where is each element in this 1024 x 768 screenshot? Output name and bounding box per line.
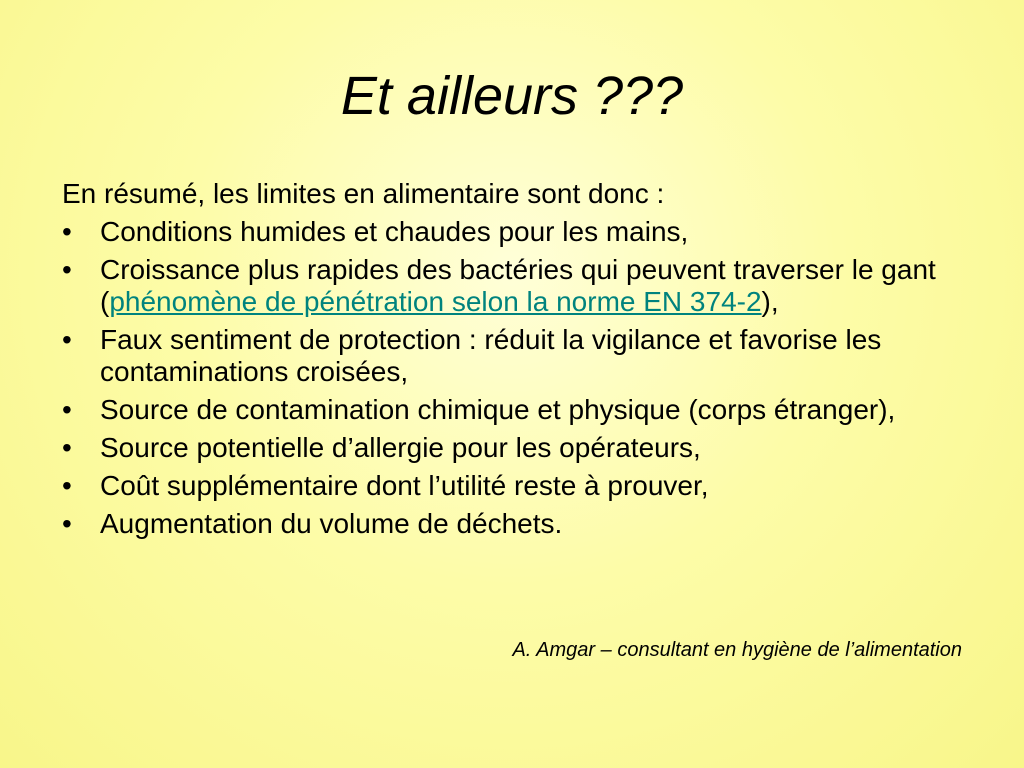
bullet-text: Coût supplémentaire dont l’utilité reste à prouver, — [100, 470, 709, 501]
bullet-icon: • — [62, 432, 72, 463]
bullet-text: Conditions humides et chaudes pour les mains, — [100, 216, 689, 247]
bullet-item — [62, 432, 962, 464]
bullet-item — [62, 470, 962, 502]
bullet-icon: • — [62, 216, 72, 247]
bullet-icon: • — [62, 394, 72, 425]
norm-link[interactable]: phénomène de pénétration selon la norme EN 374-2 — [109, 286, 762, 317]
bullet-item — [62, 254, 962, 318]
slide-title: Et ailleurs ??? — [340, 66, 684, 126]
bullet-item — [62, 508, 962, 540]
bullet-icon: • — [62, 470, 72, 501]
bullet-icon: • — [62, 254, 72, 285]
bullet-item — [62, 216, 962, 248]
bullet-item — [62, 394, 962, 426]
attribution-text: A. Amgar – consultant en hygiène de l’alimentation — [512, 639, 962, 661]
intro-text: En résumé, les limites en alimentaire sont donc : — [62, 178, 665, 209]
bullet-icon: • — [62, 324, 72, 355]
bullet-item — [62, 324, 962, 388]
bullet-text: Croissance plus rapides des bactéries qui peuvent traverser le gant ( — [100, 254, 936, 317]
bullet-text: Source de contamination chimique et physique (corps étranger), — [100, 394, 896, 425]
bullet-text-suffix: ), — [761, 286, 779, 317]
bullet-icon: • — [62, 508, 72, 539]
slide-content — [62, 178, 962, 546]
bullet-text: Source potentielle d’allergie pour les opérateurs, — [100, 432, 701, 463]
bullet-text: Faux sentiment de protection : réduit la vigilance et favorise les contaminations croisées, — [100, 324, 882, 387]
bullet-text: Augmentation du volume de déchets. — [100, 508, 563, 539]
bullet-list — [62, 216, 962, 540]
